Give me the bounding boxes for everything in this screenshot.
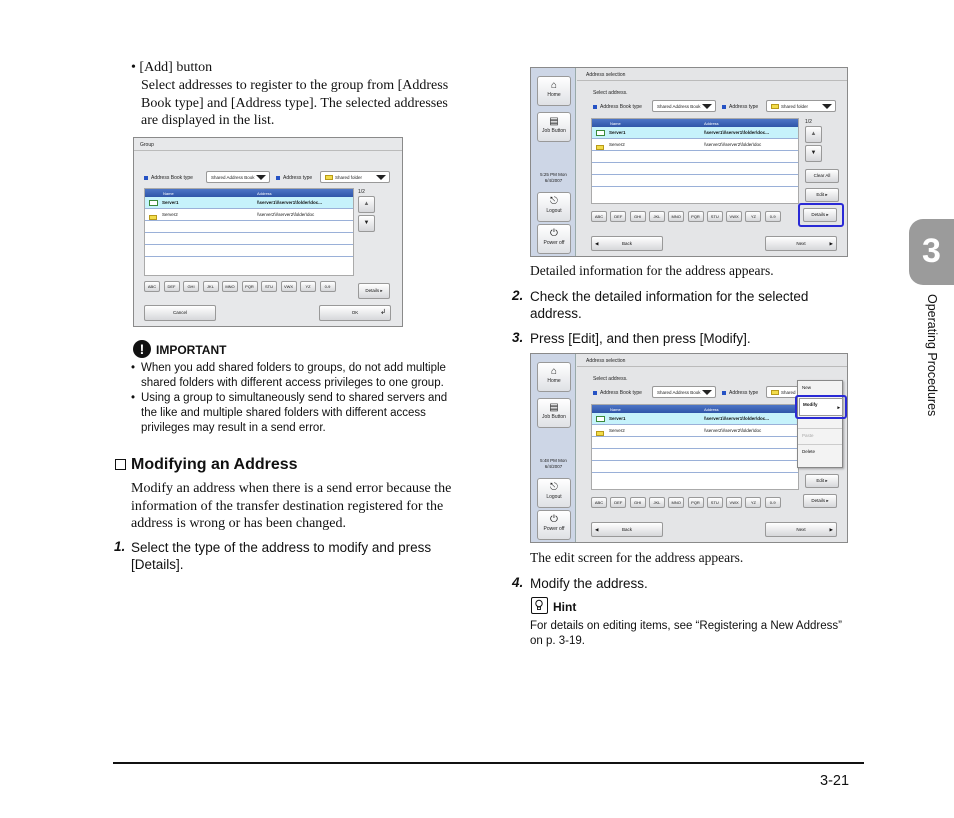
address-type-label: Address type — [722, 390, 758, 396]
menu-item-delete[interactable]: Delete — [802, 449, 816, 454]
details-highlight — [798, 203, 844, 227]
key-jkl[interactable]: JKL — [649, 497, 665, 508]
folder-icon — [596, 145, 604, 150]
key-yz[interactable]: YZ — [745, 497, 761, 508]
next-button[interactable]: Next ▶ — [765, 236, 837, 251]
home-button[interactable]: ⌂ Home — [537, 76, 571, 106]
screen-title: Group — [140, 142, 154, 148]
power-icon: ⏻ — [550, 514, 558, 525]
footer-rule — [113, 762, 864, 764]
key-stu[interactable]: STU — [261, 281, 277, 292]
address-book-type-label: Address Book type — [593, 390, 642, 396]
step-2-number: 2. — [512, 288, 524, 303]
caption-1: Detailed information for the address appears. — [530, 263, 774, 278]
instruction: Select address. — [593, 376, 628, 382]
address-selection-screen-2 — [530, 353, 848, 543]
details-button[interactable]: Details ▸ — [358, 283, 390, 299]
key-vwx[interactable]: VWX — [726, 497, 742, 508]
key-pqr[interactable]: PQR — [688, 211, 704, 222]
edit-button[interactable]: Edit ▸ — [805, 188, 839, 202]
important-icon: ! — [133, 340, 151, 358]
page-indicator: 1/2 — [358, 189, 365, 195]
key-abc[interactable]: ABC — [591, 211, 607, 222]
power-off-button[interactable]: ⏻ Power off — [537, 224, 571, 254]
address-list: Name Address Server1 \\server1\\\server1\folder\doc... Server2 \\server2\\\server2\folder\doc — [591, 118, 799, 204]
back-button[interactable]: ◀ Back — [591, 522, 663, 537]
table-row[interactable]: Server1 \\server1\\\server1\folder\doc... — [592, 413, 798, 425]
key-mno[interactable]: MNO — [668, 211, 684, 222]
address-book-type-label: Address Book type — [593, 104, 642, 110]
edit-popup-menu — [797, 380, 843, 468]
check-icon — [596, 130, 605, 136]
key-stu[interactable]: STU — [707, 211, 723, 222]
sidebar — [531, 68, 576, 256]
address-type-select[interactable]: Shared folder — [320, 171, 390, 183]
key-pqr[interactable]: PQR — [242, 281, 258, 292]
address-book-type-select[interactable]: Shared Address Book — [652, 100, 716, 112]
folder-icon — [596, 431, 604, 436]
caption-2: The edit screen for the address appears. — [530, 550, 744, 565]
section-heading: Modifying an Address — [115, 456, 298, 474]
key-ghi[interactable]: GHI — [183, 281, 199, 292]
table-row[interactable]: Server2 \\server2\\\server2\folder\doc — [592, 425, 798, 437]
screen-title: Address selection — [586, 358, 626, 364]
key-vwx[interactable]: VWX — [281, 281, 297, 292]
step-3-text: Press [Edit], and then press [Modify]. — [530, 331, 751, 346]
address-book-type-label: Address Book type — [144, 175, 193, 181]
table-row[interactable]: Server1 \\server1\\\server1\folder\doc... — [145, 197, 353, 209]
instruction: Select address. — [593, 90, 628, 96]
step-1-text: Select the type of the address to modify and press [Details]. — [131, 540, 432, 572]
key-0-9[interactable]: 0-9 — [320, 281, 336, 292]
clear-all-button[interactable]: Clear All — [805, 169, 839, 183]
key-ghi[interactable]: GHI — [630, 211, 646, 222]
table-row[interactable]: Server2 \\server2\\\server2\folder\doc — [592, 139, 798, 151]
list-item: • When you add shared folders to groups, do not add multiple shared folders with different access privileges to one group. — [131, 362, 446, 389]
key-stu[interactable]: STU — [707, 497, 723, 508]
job-icon: ▤ — [549, 116, 559, 127]
address-book-type-select[interactable]: Shared Address Book — [652, 386, 716, 398]
chapter-tab — [909, 219, 954, 285]
key-0-9[interactable]: 0-9 — [765, 497, 781, 508]
chapter-number: 3 — [922, 232, 941, 270]
page-indicator: 1/2 — [805, 119, 812, 125]
checkbox-icon — [115, 459, 126, 470]
chapter-side-label: Operating Procedures — [925, 294, 939, 417]
step-2-text: Check the detailed information for the selected address. — [530, 289, 809, 321]
key-mno[interactable]: MNO — [668, 497, 684, 508]
add-button-bullet: • [Add] button — [131, 60, 213, 75]
step-4-number: 4. — [512, 575, 524, 590]
section-description: Modify an address when there is a send error because the information of the transfer destination registered for the address is wrong or has been changed. — [131, 481, 452, 531]
screen-title: Address selection — [586, 72, 626, 78]
power-off-button[interactable]: ⏻ Power off — [537, 510, 571, 540]
hint-title: Hint — [553, 600, 577, 614]
check-icon — [149, 200, 158, 206]
key-vwx[interactable]: VWX — [726, 211, 742, 222]
key-mno[interactable]: MNO — [222, 281, 238, 292]
logout-icon: ⎋ — [550, 482, 558, 493]
address-book-type-select[interactable]: Shared Address Book — [206, 171, 270, 183]
menu-item-modify[interactable]: Modify ▸ — [799, 398, 843, 416]
job-icon: ▤ — [549, 402, 559, 413]
important-list — [131, 361, 466, 436]
important-title: IMPORTANT — [156, 343, 227, 357]
power-icon: ⏻ — [550, 228, 558, 239]
step-1-number: 1. — [114, 539, 126, 554]
key-def[interactable]: DEF — [164, 281, 180, 292]
key-abc[interactable]: ABC — [144, 281, 160, 292]
logout-button[interactable]: ⎋ Logout — [537, 192, 571, 222]
menu-item-new[interactable]: New — [802, 385, 812, 390]
next-button[interactable]: Next ▶ — [765, 522, 837, 537]
key-def[interactable]: DEF — [610, 497, 626, 508]
key-ghi[interactable]: GHI — [630, 497, 646, 508]
clock: 5:25 PM Mon 6/4/2007 — [540, 172, 567, 183]
home-icon: ⌂ — [550, 80, 558, 91]
address-list: Name Address Server1 \\server1\\\server1\folder\doc... Server2 \\server2\\\server2\folder\doc — [144, 188, 354, 276]
step-4-text: Modify the address. — [530, 576, 648, 591]
hint-icon — [531, 597, 548, 614]
check-icon — [596, 416, 605, 422]
scroll-down-button[interactable]: ▼ — [358, 215, 375, 232]
address-list: Name Address Server1 \\server1\\\server1\folder\doc... Server2 \\server2\\\server2\folder\doc — [591, 404, 799, 490]
modify-highlight — [795, 395, 847, 419]
hint-text: For details on editing items, see “Registering a New Address” on p. 3-19. — [530, 620, 842, 647]
scroll-up-button[interactable]: ▲ — [358, 196, 375, 213]
details-button[interactable]: Details ▸ — [803, 494, 837, 508]
job-button[interactable]: ▤ Job Button — [537, 112, 571, 142]
edit-button[interactable]: Edit ▸ — [805, 474, 839, 488]
home-icon: ⌂ — [550, 366, 558, 377]
sidebar — [531, 354, 576, 542]
logout-button[interactable]: ⎋ Logout — [537, 478, 571, 508]
address-type-select[interactable]: Shared folder — [766, 100, 836, 112]
scroll-down-button[interactable]: ▼ — [805, 145, 822, 162]
key-def[interactable]: DEF — [610, 211, 626, 222]
scroll-up-button[interactable]: ▲ — [805, 126, 822, 143]
key-yz[interactable]: YZ — [300, 281, 316, 292]
ok-button[interactable]: OK ↲ — [319, 305, 391, 321]
table-row[interactable]: Server1 \\server1\\\server1\folder\doc... — [592, 127, 798, 139]
cancel-button[interactable]: Cancel — [144, 305, 216, 321]
page-number: 3-21 — [820, 773, 850, 789]
table-row[interactable]: Server2 \\server2\\\server2\folder\doc — [145, 209, 353, 221]
key-jkl[interactable]: JKL — [203, 281, 219, 292]
back-button[interactable]: ◀ Back — [591, 236, 663, 251]
key-pqr[interactable]: PQR — [688, 497, 704, 508]
key-abc[interactable]: ABC — [591, 497, 607, 508]
details-button[interactable]: Details ▸ — [803, 208, 837, 222]
step-3-number: 3. — [512, 330, 524, 345]
key-yz[interactable]: YZ — [745, 211, 761, 222]
address-type-select[interactable]: Shared — [766, 386, 836, 398]
job-button[interactable]: ▤ Job Button — [537, 398, 571, 428]
add-button-description: Select addresses to register to the group from [Address Book type] and [Address type]. The selected addresses are displayed in the list. — [141, 78, 449, 128]
folder-icon — [149, 215, 157, 220]
list-item: • Using a group to simultaneously send to shared servers and the like and multiple shared folders with different access privileges may result in a send error. — [131, 392, 448, 434]
address-type-label: Address type — [276, 175, 312, 181]
key-0-9[interactable]: 0-9 — [765, 211, 781, 222]
key-jkl[interactable]: JKL — [649, 211, 665, 222]
logout-icon: ⎋ — [550, 196, 558, 207]
menu-item-paste[interactable]: Paste — [802, 433, 814, 438]
clock: 5:48 PM Mon 6/4/2007 — [540, 458, 567, 469]
address-type-label: Address type — [722, 104, 758, 110]
home-button[interactable]: ⌂ Home — [537, 362, 571, 392]
address-selection-screen-1 — [530, 67, 848, 257]
group-screen — [133, 137, 403, 327]
